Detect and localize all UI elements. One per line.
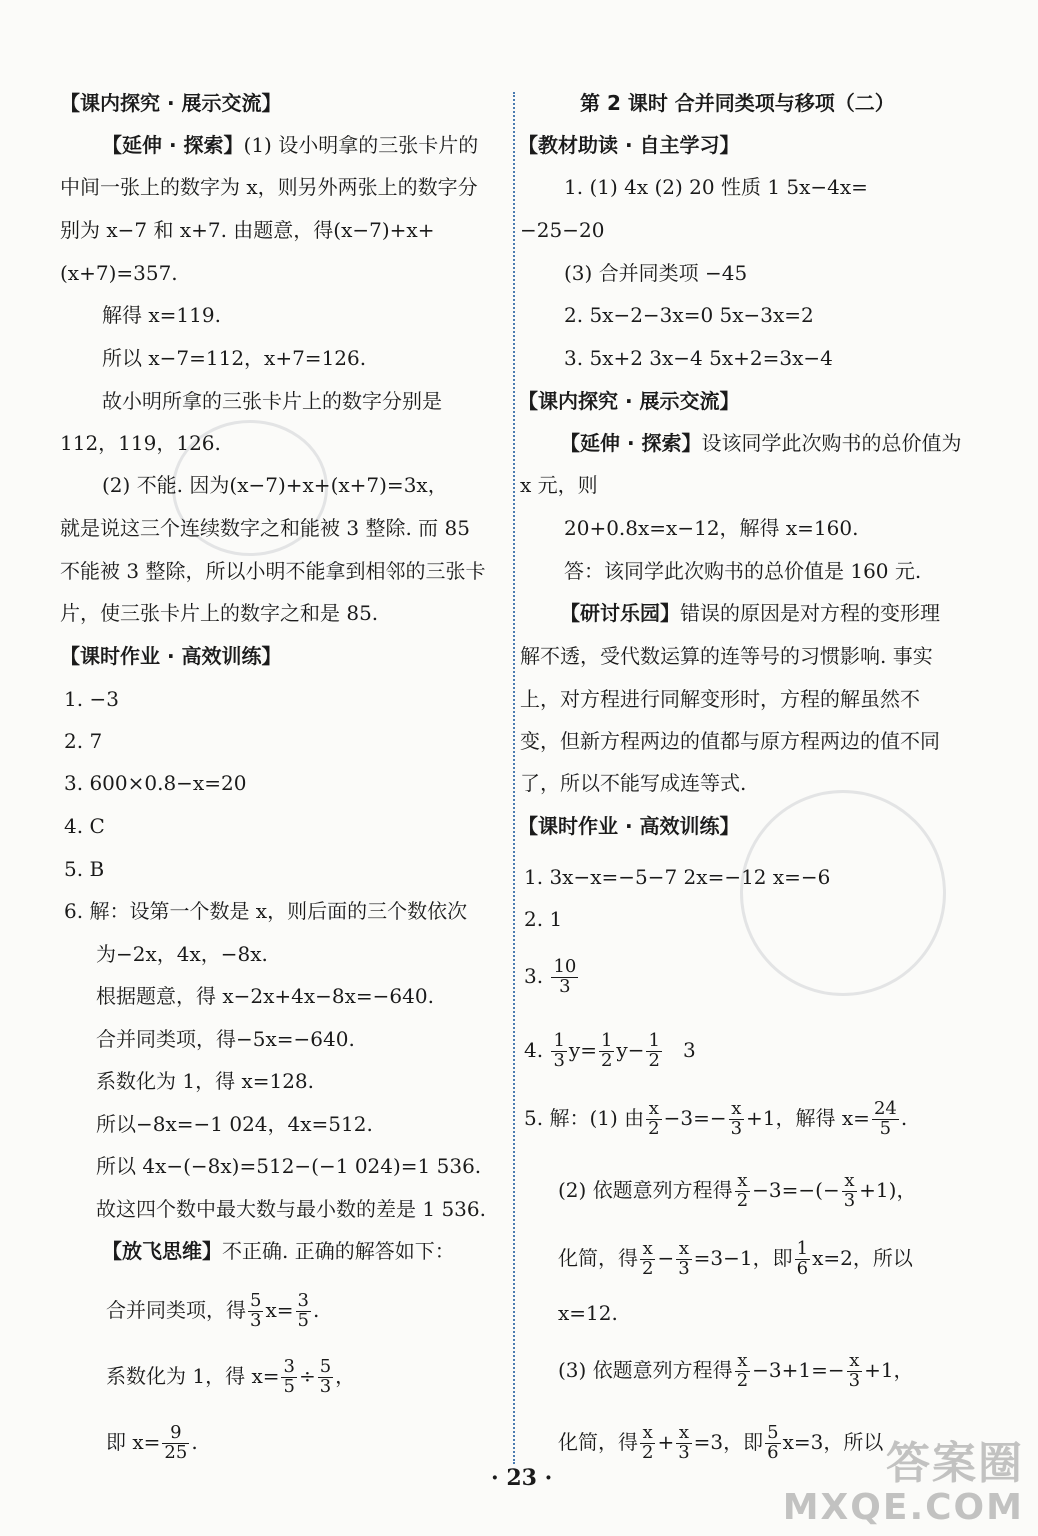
right-answer-1-line-1: 1. (1) 4x (2) 20 性质 1 5x−4x= — [564, 175, 868, 199]
left-extension-line-2: 中间一张上的数字为 x，则另外两张上的数字分 — [60, 175, 478, 199]
answer-6-line-5: 系数化为 1，得 x=128. — [96, 1069, 315, 1093]
right-section-heading-2: 【课内探究 · 展示交流】 — [518, 389, 740, 413]
fraction: $\frac{9}{25}$ — [164, 1422, 188, 1463]
left-extension-line-5: 解得 x=119. — [102, 303, 221, 327]
fraction: $\frac{x}{2}$ — [736, 1170, 749, 1211]
right-hw-answer-5-line-1: 5. 解：(1) 由 $\frac{x}{2}$ −3=− $\frac{x}{3}$ +1，解得 x= $\frac{24}{5}$ . — [524, 1098, 908, 1139]
discussion-line-2: 解不透，受代数运算的连等号的习惯影响. 事实 — [520, 644, 933, 668]
right-answer-1-line-3: (3) 合并同类项 −45 — [564, 261, 748, 285]
left-extension-line-1: 【延伸 · 探索】(1) 设小明拿的三张卡片的 — [102, 133, 479, 157]
answer-6-line-1: 6. 解：设第一个数是 x，则后面的三个数依次 — [64, 899, 468, 923]
discussion-line-3: 上，对方程进行同解变形时，方程的解虽然不 — [520, 687, 920, 711]
right-hw-answer-5-line-3: 化简，得 $\frac{x}{2}$ − $\frac{x}{3}$ =3−1，即 $\frac{1}{6}$ x=2，所以 — [558, 1238, 913, 1279]
fraction: $\frac{x}{3}$ — [843, 1170, 856, 1211]
fly-thinking-tag: 【放飞思维】 — [102, 1239, 222, 1263]
answer-3: 3. 600×0.8−x=20 — [64, 771, 247, 795]
answer-6-line-4: 合并同类项，得−5x=−640. — [96, 1027, 355, 1051]
right-extension-line-2: x 元，则 — [520, 473, 598, 497]
left-section-heading-1: 【课内探究 · 展示交流】 — [60, 91, 282, 115]
answer-4: 4. C — [64, 814, 105, 838]
discussion-line-5: 了，所以不能写成连等式. — [520, 771, 747, 795]
right-hw-answer-5-line-2: (2) 依题意列方程得 $\frac{x}{2}$ −3=−(− $\frac{x}{3}$ +1)， — [558, 1170, 917, 1211]
fraction: $\frac{10}{3}$ — [553, 956, 577, 997]
fraction: $\frac{1}{2}$ — [600, 1030, 613, 1071]
left-section-heading-2: 【课时作业 · 高效训练】 — [60, 644, 282, 668]
fly-thinking-line-3: 系数化为 1，得 x= $\frac{3}{5}$ ÷ $\frac{5}{3}$ ， — [106, 1356, 356, 1397]
right-extension-line-1: 【延伸 · 探索】设该同学此次购书的总价值为 — [560, 431, 962, 455]
lesson-title: 第 2 课时 合并同类项与移项（二） — [580, 91, 895, 115]
right-section-heading-1: 【教材助读 · 自主学习】 — [518, 133, 740, 157]
answer-1: 1. −3 — [64, 687, 119, 711]
fraction: $\frac{x}{3}$ — [848, 1350, 861, 1391]
fraction: $\frac{5}{3}$ — [250, 1290, 262, 1331]
left-extension-line-7: 故小明所拿的三张卡片上的数字分别是 — [102, 389, 442, 413]
right-answer-1-line-2: −25−20 — [520, 218, 605, 242]
right-section-heading-3: 【课时作业 · 高效训练】 — [518, 814, 740, 838]
right-answer-2: 2. 5x−2−3x=0 5x−3x=2 — [564, 303, 814, 327]
left-extension-line-12: 片，使三张卡片上的数字之和是 85. — [60, 601, 379, 625]
right-extension-line-4: 答：该同学此次购书的总价值是 160 元. — [564, 559, 922, 583]
fly-thinking-line-4: 即 x= $\frac{9}{25}$ . — [106, 1422, 198, 1463]
right-hw-answer-5-line-4: x=12. — [558, 1301, 618, 1325]
fraction: $\frac{3}{5}$ — [283, 1356, 295, 1397]
fraction: $\frac{x}{3}$ — [678, 1422, 690, 1463]
fraction: $\frac{1}{2}$ — [648, 1030, 660, 1071]
left-extension-line-11: 不能被 3 整除，所以小明不能拿到相邻的三张卡 — [60, 559, 486, 583]
fraction: $\frac{x}{3}$ — [730, 1098, 743, 1139]
fraction: $\frac{24}{5}$ — [873, 1098, 897, 1139]
answer-6-line-6: 所以−8x=−1 024，4x=512. — [96, 1112, 373, 1136]
fraction: $\frac{1}{3}$ — [553, 1030, 565, 1071]
right-hw-answer-2: 2. 1 — [524, 907, 563, 931]
fraction: $\frac{x}{2}$ — [736, 1350, 749, 1391]
left-extension-line-10: 就是说这三个连续数字之和能被 3 整除. 而 85 — [60, 516, 470, 540]
left-extension-line-8: 112，119，126. — [60, 431, 221, 455]
answer-6-line-2: 为−2x，4x，−8x. — [96, 942, 268, 966]
page-number: · 23 · — [491, 1465, 553, 1491]
fraction: $\frac{5}{6}$ — [767, 1422, 779, 1463]
stamp-watermark-right — [740, 790, 946, 996]
answer-2: 2. 7 — [64, 729, 103, 753]
right-hw-answer-4: 4. $\frac{1}{3}$ y= $\frac{1}{2}$ y− $\frac{1}{2}$ 3 — [524, 1030, 696, 1071]
answer-6-line-3: 根据题意，得 x−2x+4x−8x=−640. — [96, 984, 434, 1008]
extension-tag: 【延伸 · 探索】 — [102, 133, 244, 157]
fraction: $\frac{1}{6}$ — [796, 1238, 809, 1279]
discussion-line-1: 【研讨乐园】错误的原因是对方程的变形理 — [560, 601, 940, 625]
fly-thinking-line-1: 【放飞思维】不正确. 正确的解答如下： — [102, 1239, 455, 1263]
extension-tag: 【延伸 · 探索】 — [560, 431, 702, 455]
discussion-tag: 【研讨乐园】 — [560, 601, 680, 625]
right-hw-answer-1: 1. 3x−x=−5−7 2x=−12 x=−6 — [524, 865, 831, 889]
fraction: $\frac{x}{3}$ — [678, 1238, 690, 1279]
site-watermark-logo: 答案圈 MXQE.COM — [782, 1438, 1024, 1528]
right-extension-line-3: 20+0.8x=x−12，解得 x=160. — [564, 516, 859, 540]
answer-6-line-8: 故这四个数中最大数与最小数的差是 1 536. — [96, 1197, 486, 1221]
answer-6-line-7: 所以 4x−(−8x)=512−(−1 024)=1 536. — [96, 1154, 482, 1178]
fraction: $\frac{x}{2}$ — [642, 1422, 654, 1463]
answer-5: 5. B — [64, 857, 105, 881]
right-answer-3: 3. 5x+2 3x−4 5x+2=3x−4 — [564, 346, 833, 370]
right-hw-answer-3: 3. $\frac{10}{3}$ — [524, 956, 577, 997]
discussion-line-4: 变，但新方程两边的值都与原方程两边的值不同 — [520, 729, 940, 753]
left-extension-line-3: 别为 x−7 和 x+7. 由题意，得(x−7)+x+ — [60, 218, 435, 242]
fraction: $\frac{x}{2}$ — [642, 1238, 654, 1279]
fraction: $\frac{5}{3}$ — [319, 1356, 332, 1397]
right-hw-answer-5-line-5: (3) 依题意列方程得 $\frac{x}{2}$ −3+1=− $\frac{x}{3}$ +1， — [558, 1350, 914, 1391]
fraction: $\frac{x}{2}$ — [648, 1098, 660, 1139]
fly-thinking-line-2: 合并同类项，得 $\frac{5}{3}$ x= $\frac{3}{5}$ . — [106, 1290, 320, 1331]
fraction: $\frac{3}{5}$ — [297, 1290, 309, 1331]
left-extension-line-6: 所以 x−7=112，x+7=126. — [102, 346, 367, 370]
column-divider — [513, 92, 515, 1464]
left-extension-line-9: (2) 不能. 因为(x−7)+x+(x+7)=3x， — [102, 473, 448, 497]
left-extension-line-4: (x+7)=357. — [60, 261, 178, 285]
right-hw-answer-5-line-6: 化简，得 $\frac{x}{2}$ + $\frac{x}{3}$ =3，即 $\frac{5}{6}$ x=3，所以 — [558, 1422, 884, 1463]
